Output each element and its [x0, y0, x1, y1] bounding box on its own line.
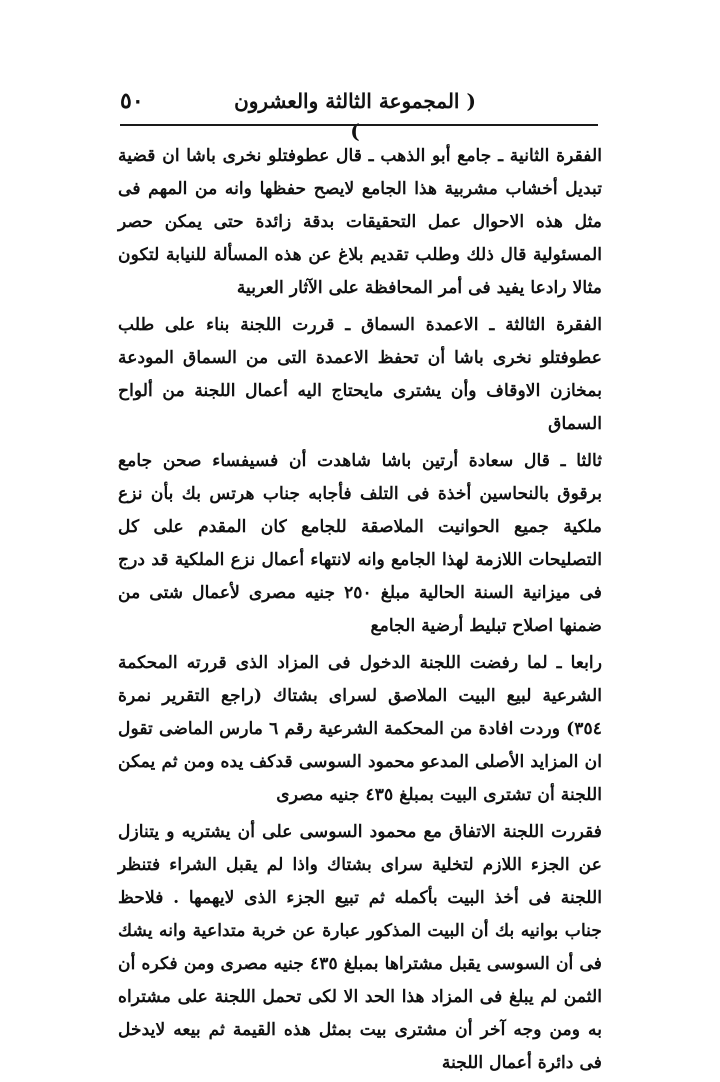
paragraph-clause-two: الفقرة الثانية ـ جامع أبو الذهب ـ قال عطوفتلو نخرى باشا ان قضية تبديل أخشاب مشربية هذا الجامع لايصح حفظها وانه من المهم فى مثل هذه الاحوال عمل التحقيقات بدقة زائدة حتى يمكن حصر المسئولية قال ذلك وطلب تقديم بلاغ عن هذه المسألة للنيابة لتكون مثالا رادعا يفيد فى أمر المحافظة على الآثار العربية — [118, 146, 602, 298]
page-body — [118, 140, 602, 1080]
paragraph-fourth: رابعا ـ لما رفضت اللجنة الدخول فى المزاد الذى قررته المحكمة الشرعية لبيع البيت الملاصق لسراى بشتاك (راجع التقرير نمرة ٣٥٤) وردت افادة من المحكمة الشرعية رقم ٦ مارس الماضى تقول ان المزايد الأصلى المدعو محمود السوسى قدكف يده ومن ثم يمكن اللجنة أن تشترى البيت بمبلغ ٤٣٥ جنيه مصرى — [118, 653, 602, 805]
page-number: ٥٠ — [120, 88, 144, 114]
header-rule — [120, 124, 598, 126]
paragraph-third: ثالثا ـ قال سعادة أرتين باشا شاهدت أن فسيفساء صحن جامع برقوق بالنحاسين أخذة فى التلف فأجابه جناب هرتس بك بأن نزع ملكية جميع الحوانيت الملاصقة للجامع كان المقدم على كل التصليحات اللازمة لهذا الجامع وانه لانتهاء أعمال نزع الملكية قد درج فى ميزانية السنة الحالية مبلغ ٢٥٠ جنيه مصرى لأعمال شتى من ضمنها اصلاح تبليط أرضية الجامع — [118, 451, 602, 636]
page-header — [120, 86, 598, 143]
paragraph-decision: فقررت اللجنة الاتفاق مع محمود السوسى على أن يشتريه و يتنازل عن الجزء اللازم لتخلية سراى بشتاك واذا لم يقبل الشراء فتنظر اللجنة فى أخذ البيت بأكمله ثم تبيع الجزء الذى لايهمها . فلاحظ جناب بوانيه بك أن البيت المذكور عبارة عن خربة متداعية وانه يشك فى أن السوسى يقبل مشتراها بمبلغ ٤٣٥ جنيه مصرى ومن فكره أن الثمن لم يبلغ فى المزاد هذا الحد الا لكى تحمل اللجنة على مشتراه به ومن وجه آخر أن مشترى بيت بمثل هذه القيمة ثم بيعه لايدخل فى دائرة أعمال اللجنة — [118, 822, 602, 1073]
running-title: ( المجموعة الثالثة والعشرون ) — [234, 89, 476, 143]
paragraph-clause-three: الفقرة الثالثة ـ الاعمدة السماق ـ قررت اللجنة بناء على طلب عطوفتلو نخرى باشا أن تحفظ الاعمدة التى من السماق المودعة بمخازن الاوقاف وأن يشترى مايحتاج اليه أعمال اللجنة من ألواح السماق — [118, 315, 602, 434]
